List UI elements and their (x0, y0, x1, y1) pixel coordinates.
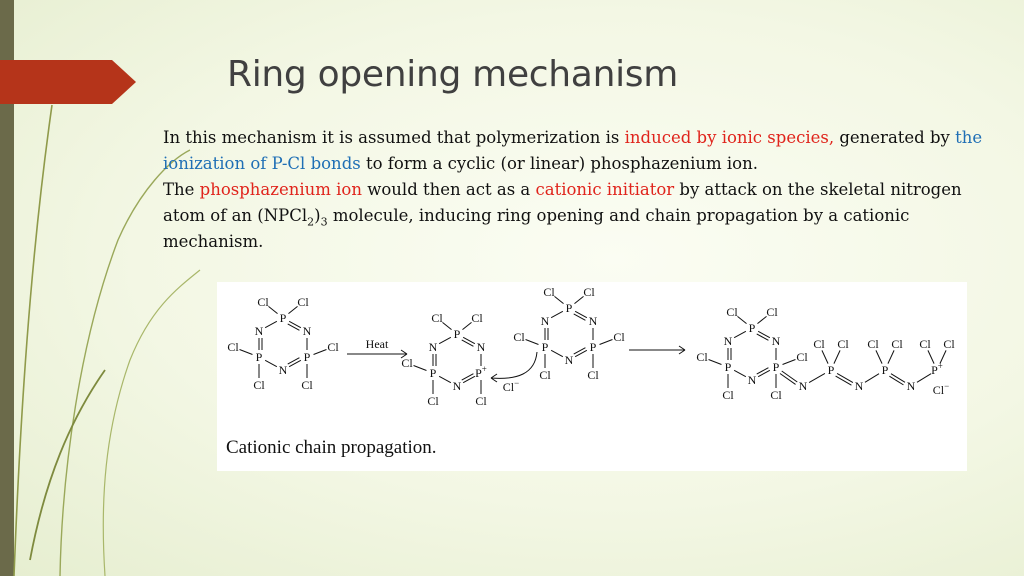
ring-atom-p: P (453, 327, 461, 341)
chain-atom-n: N (854, 379, 864, 393)
bond-line (865, 374, 879, 383)
chain-atom-p: P (827, 363, 835, 377)
bond-line (809, 373, 825, 382)
paragraph1-text-c: to form a cyclic (or linear) phosphazenium ion. (360, 154, 758, 173)
paragraph-ionization (163, 125, 983, 177)
bond-line (288, 306, 297, 313)
reaction-arrow-head (679, 346, 685, 350)
subscript-3: 3 (320, 215, 328, 229)
double-bond-line (574, 348, 586, 354)
substituent-chlorine: Cl (696, 350, 708, 364)
substituent-chlorine: Cl (471, 311, 483, 325)
heat-label: Heat (365, 337, 389, 351)
paragraph2-text-e: molecule, inducing ring opening and chain propagation by a cationic mechanism. (163, 206, 910, 251)
substituent-chlorine: Cl (539, 368, 551, 382)
substituent-chlorine: Cl (513, 330, 525, 344)
bond-line (822, 350, 828, 363)
ring-atom-p+: P+ (475, 364, 487, 380)
bond-line (917, 374, 931, 383)
ring-atom-n: N (428, 340, 438, 354)
paragraph-propagation (163, 177, 983, 255)
subscript-2: 2 (307, 215, 315, 229)
substituent-chlorine: Cl (543, 285, 555, 299)
bond-line (268, 306, 277, 313)
double-bond-line (757, 334, 769, 340)
double-bond-line (575, 311, 587, 317)
double-bond-line (463, 376, 475, 382)
heat-arrow-head (401, 350, 407, 354)
bond-line (554, 296, 563, 303)
substituent-chlorine: Cl (583, 285, 595, 299)
substituent-chlorine: Cl (726, 305, 738, 319)
chain-chlorine: Cl (919, 337, 931, 351)
bond-line (265, 321, 277, 327)
chain-chlorine: Cl (891, 337, 903, 351)
substituent-chlorine: Cl (401, 356, 413, 370)
bond-line (757, 316, 766, 323)
double-bond-line (757, 368, 769, 374)
highlight-induced-by-ionic-species: induced by ionic species, (624, 128, 835, 147)
bond-line (737, 316, 746, 323)
substituent-chlorine: Cl (327, 340, 339, 354)
bond-line (600, 340, 613, 345)
bond-line (709, 360, 722, 365)
highlight-cationic-initiator: cationic initiator (535, 180, 675, 199)
ring-atom-p: P (429, 366, 437, 380)
substituent-chlorine: Cl (427, 394, 439, 408)
ring-atom-p: P (589, 340, 597, 354)
ring-atom-n: N (278, 363, 288, 377)
double-bond-line (288, 324, 300, 330)
ring-atom-n: N (540, 314, 550, 328)
chain-atom-n: N (798, 379, 808, 393)
ring-atom-n: N (771, 334, 781, 348)
chain-chlorine: Cl (867, 337, 879, 351)
ring-atom-p: P (255, 350, 263, 364)
ring-atom-p: P (541, 340, 549, 354)
chloride-counter-ion: Cl− (502, 378, 520, 394)
double-bond-line (289, 360, 301, 366)
substituent-chlorine: Cl (770, 388, 782, 402)
figure-caption: Cationic chain propagation. (226, 437, 437, 458)
bond-line (928, 350, 934, 363)
substituent-chlorine: Cl (297, 295, 309, 309)
double-bond-line (758, 370, 770, 376)
attack-arrow-head (491, 374, 497, 378)
bond-line (940, 350, 946, 363)
chain-atom-p+: P+ (931, 361, 943, 377)
substituent-chlorine: Cl (766, 305, 778, 319)
double-bond-line (463, 337, 475, 343)
bond-line (734, 331, 746, 337)
chain-chloride-counter-ion: Cl− (932, 381, 950, 397)
substituent-chlorine: Cl (796, 350, 808, 364)
double-bond-line (575, 350, 587, 356)
nucleophilic-attack-arrow (491, 352, 537, 378)
bond-line (240, 350, 253, 355)
bond-line (414, 366, 427, 371)
ring-atom-p: P (748, 321, 756, 335)
chain-chlorine: Cl (813, 337, 825, 351)
ring-atom-n: N (723, 334, 733, 348)
substituent-chlorine: Cl (587, 368, 599, 382)
bond-line (551, 311, 563, 317)
substituent-chlorine: Cl (431, 311, 443, 325)
bond-line (462, 322, 471, 329)
title-arrow-icon (0, 60, 136, 104)
substituent-chlorine: Cl (253, 378, 265, 392)
chain-chlorine: Cl (943, 337, 955, 351)
paragraph2-text-c: by attack on the skeletal nitrogen atom of an (NPCl (163, 180, 962, 225)
substituent-chlorine: Cl (613, 330, 625, 344)
reaction-scheme-figure (217, 282, 967, 471)
substituent-chlorine: Cl (227, 340, 239, 354)
ring-atom-n: N (588, 314, 598, 328)
bond-line (734, 370, 746, 376)
ring-atom-n: N (476, 340, 486, 354)
ring-atom-n: N (747, 373, 757, 387)
bond-line (439, 376, 451, 382)
paragraph2-text-a: The (163, 180, 200, 199)
substituent-chlorine: Cl (475, 394, 487, 408)
bond-line (783, 360, 796, 365)
ring-atom-n: N (564, 353, 574, 367)
ring-atom-p: P (279, 311, 287, 325)
double-bond-line (574, 314, 586, 320)
bond-line (265, 360, 277, 366)
paragraph1-text-b: generated by (834, 128, 956, 147)
double-bond-line (462, 374, 474, 380)
double-bond-line (288, 358, 300, 364)
substituent-chlorine: Cl (257, 295, 269, 309)
bond-line (526, 340, 539, 345)
double-bond-line (758, 331, 770, 337)
bond-line (876, 350, 882, 363)
highlight-ionization-of-pcl-bonds: the ionization of P-Cl bonds (163, 128, 983, 173)
bond-line (551, 350, 563, 356)
bond-line (314, 350, 327, 355)
double-bond-line (462, 340, 474, 346)
double-bond-line (289, 321, 301, 327)
highlight-phosphazenium-ion: phosphazenium ion (199, 180, 362, 199)
ring-atom-p: P (724, 360, 732, 374)
bond-line (439, 337, 451, 343)
ring-atom-p: P (565, 301, 573, 315)
chain-chlorine: Cl (837, 337, 849, 351)
paragraph2-text-b: would then act as a (362, 180, 536, 199)
ring-atom-n: N (302, 324, 312, 338)
substituent-chlorine: Cl (301, 378, 313, 392)
ring-atom-p: P (303, 350, 311, 364)
chain-atom-n: N (906, 379, 916, 393)
ring-atom-n: N (254, 324, 264, 338)
bond-line (834, 350, 840, 363)
slide-title: Ring opening mechanism (227, 54, 679, 95)
chain-atom-p: P (881, 363, 889, 377)
bond-line (888, 350, 894, 363)
ring-atom-p: P (772, 360, 780, 374)
paragraph2-text-d: ) (314, 206, 321, 225)
bond-line (442, 322, 451, 329)
ring-atom-n: N (452, 379, 462, 393)
bond-line (574, 296, 583, 303)
reaction-arrow-head (679, 350, 685, 354)
body-text (163, 125, 983, 255)
paragraph1-text-a: In this mechanism it is assumed that polymerization is (163, 128, 625, 147)
substituent-chlorine: Cl (722, 388, 734, 402)
